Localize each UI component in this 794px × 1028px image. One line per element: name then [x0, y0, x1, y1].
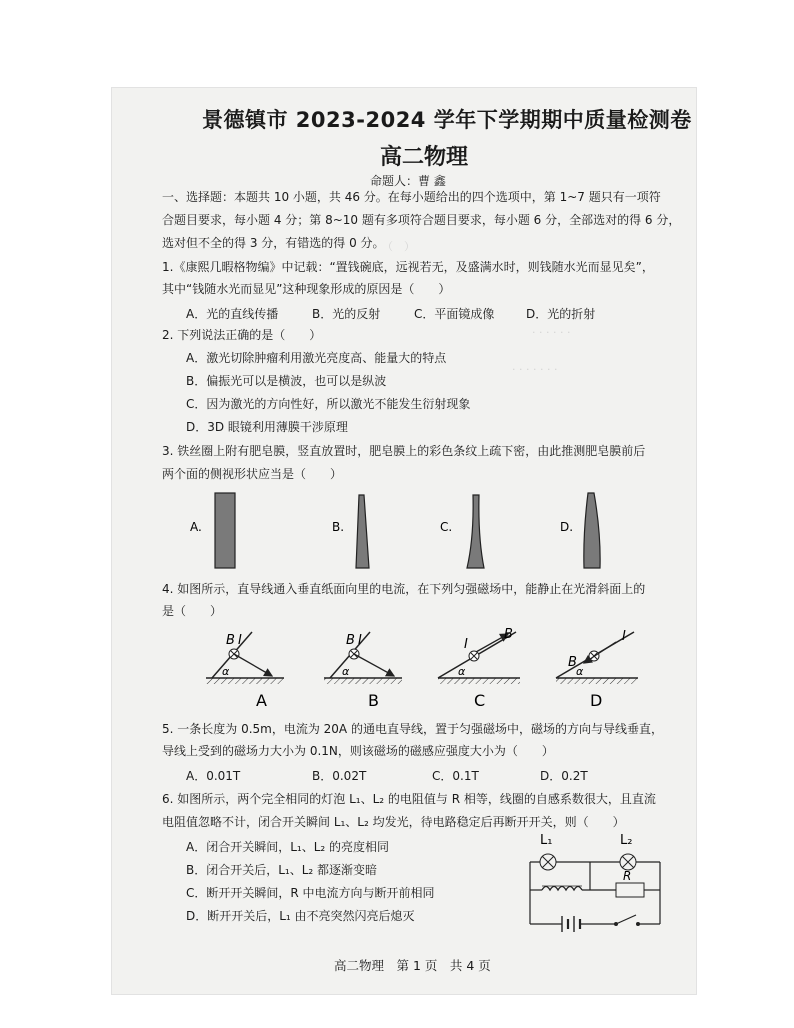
q1-option-b: B．光的反射 [312, 307, 381, 321]
q3-label-d: D. [560, 520, 574, 534]
q3-film-b [356, 495, 369, 568]
bleed-through: · · · · · · · [512, 363, 558, 376]
exam-author: 命题人：曹 鑫 [370, 174, 446, 188]
q2-option-d: D．3D 眼镜利用薄膜干涉原理 [186, 420, 348, 434]
q4b-alpha: α [342, 665, 350, 678]
q4d-I-label: I [622, 629, 626, 644]
switch-icon [616, 915, 636, 924]
q4-figure-c [438, 627, 520, 710]
q3-label-b: B. [332, 520, 345, 534]
q4a-I-label: I [238, 633, 242, 648]
q6-circuit-diagram [520, 828, 670, 938]
bleed-through: · · · · · · [532, 326, 571, 339]
q4-stem: 是（ ） [162, 604, 223, 618]
q3-stem: 3. 铁丝圈上附有肥皂膜，竖直放置时，肥皂膜上的彩色条纹上疏下密，由此推测肥皂膜前后 [162, 444, 646, 458]
q6-stem: 电阻值忽略不计，闭合开关瞬间 L₁、L₂ 均发光，待电路稳定后再断开开关，则（ ） [162, 815, 625, 829]
q2-option-a: A．激光切除肿瘤利用激光亮度高、能量大的特点 [186, 351, 447, 365]
q1-option-a: A．光的直线传播 [186, 307, 279, 321]
q3-film-d [584, 493, 600, 568]
q4-figure-d [556, 629, 638, 710]
q4-label-b: B [368, 691, 379, 710]
q4c-I-label: I [464, 637, 468, 652]
q4a-B-label: B [226, 633, 235, 648]
section-intro-line: 一、选择题：本题共 10 小题，共 46 分。在每小题给出的四个选项中，第 1~7 题只有一项符 [162, 190, 661, 204]
q5-option-b: B．0.02T [312, 769, 367, 783]
section-intro-line: 选对但不全的得 3 分，有错选的得 0 分。 [162, 236, 385, 250]
q1-option-c: C．平面镜成像 [414, 307, 495, 321]
q6-option-a: A．闭合开关瞬间，L₁、L₂ 的亮度相同 [186, 840, 390, 854]
q5-stem: 导线上受到的磁场力大小为 0.1N，则该磁场的磁感应强度大小为（ ） [162, 744, 554, 758]
q4-stem: 4. 如图所示，直导线通入垂直纸面向里的电流，在下列匀强磁场中，能静止在光滑斜面上的 [162, 582, 646, 596]
q4c-alpha: α [458, 665, 466, 678]
q4-label-c: C [474, 691, 486, 710]
q3-stem: 两个面的侧视形状应当是（ ） [162, 467, 343, 481]
circuit-R-label: R [623, 869, 632, 883]
page-footer: 高二物理 第 1 页 共 4 页 [334, 958, 491, 973]
resistor-R-icon [616, 883, 644, 897]
q2-stem: 2. 下列说法正确的是（ ） [162, 328, 322, 342]
q5-option-c: C．0.1T [432, 769, 479, 783]
q3-label-c: C. [440, 520, 453, 534]
q3-label-a: A. [190, 520, 202, 534]
q4-incline-figures [112, 616, 696, 712]
section-intro-line: 合题目要求，每小题 4 分；第 8~10 题有多项符合题目要求，每小题 6 分，全部选对的得 6 分， [162, 213, 681, 227]
q1-stem: 1.《康熙几暇格物编》中记载：“置钱碗底，远视若无，及盛满水时，则钱随水光而显见矣”， [162, 260, 654, 274]
inductor-coil-icon [542, 887, 582, 891]
q1-option-d: D．光的折射 [526, 307, 596, 321]
exam-subject: 高二物理 [380, 145, 469, 170]
q4b-I-label: I [358, 633, 362, 648]
circuit-L2-label: L₂ [620, 833, 633, 848]
exam-title: 景德镇市 2023-2024 学年下学期期中质量检测卷 [202, 108, 692, 132]
q2-option-c: C．因为激光的方向性好，所以激光不能发生衍射现象 [186, 397, 471, 411]
q4a-alpha: α [222, 665, 230, 678]
q4-figure-a [206, 632, 284, 710]
q6-option-b: B．闭合开关后，L₁、L₂ 都逐渐变暗 [186, 863, 378, 877]
q4d-B-label: B [568, 655, 577, 670]
q3-film-a [215, 493, 235, 568]
q5-option-d: D．0.2T [540, 769, 588, 783]
circuit-L1-label: L₁ [540, 833, 553, 848]
q3-film-c [467, 495, 484, 568]
q2-option-b: B．偏振光可以是横波，也可以是纵波 [186, 374, 387, 388]
q4c-B-label: B [504, 627, 513, 642]
q6-option-c: C．断开开关瞬间，R 中电流方向与断开前相同 [186, 886, 435, 900]
q4d-alpha: α [576, 665, 584, 678]
q1-stem: 其中“钱随水光而显见”这种现象形成的原因是（ ） [162, 282, 451, 296]
q5-stem: 5. 一条长度为 0.5m，电流为 20A 的通电直导线，置于匀强磁场中，磁场的方向与导线垂直， [162, 722, 663, 736]
q5-option-a: A．0.01T [186, 769, 241, 783]
q4-figure-b [324, 632, 402, 710]
bleed-through: （ ） [382, 240, 520, 253]
q4-label-a: A [256, 691, 267, 710]
exam-sheet [112, 88, 696, 994]
q4-label-d: D [590, 691, 603, 710]
q3-film-figures [112, 483, 696, 573]
q6-option-d: D．断开开关后，L₁ 由不亮突然闪亮后熄灭 [186, 909, 415, 923]
q6-stem: 6. 如图所示，两个完全相同的灯泡 L₁、L₂ 的电阻值与 R 相等，线圈的自感系数很大，且直流 [162, 792, 656, 806]
q4b-B-label: B [346, 633, 355, 648]
